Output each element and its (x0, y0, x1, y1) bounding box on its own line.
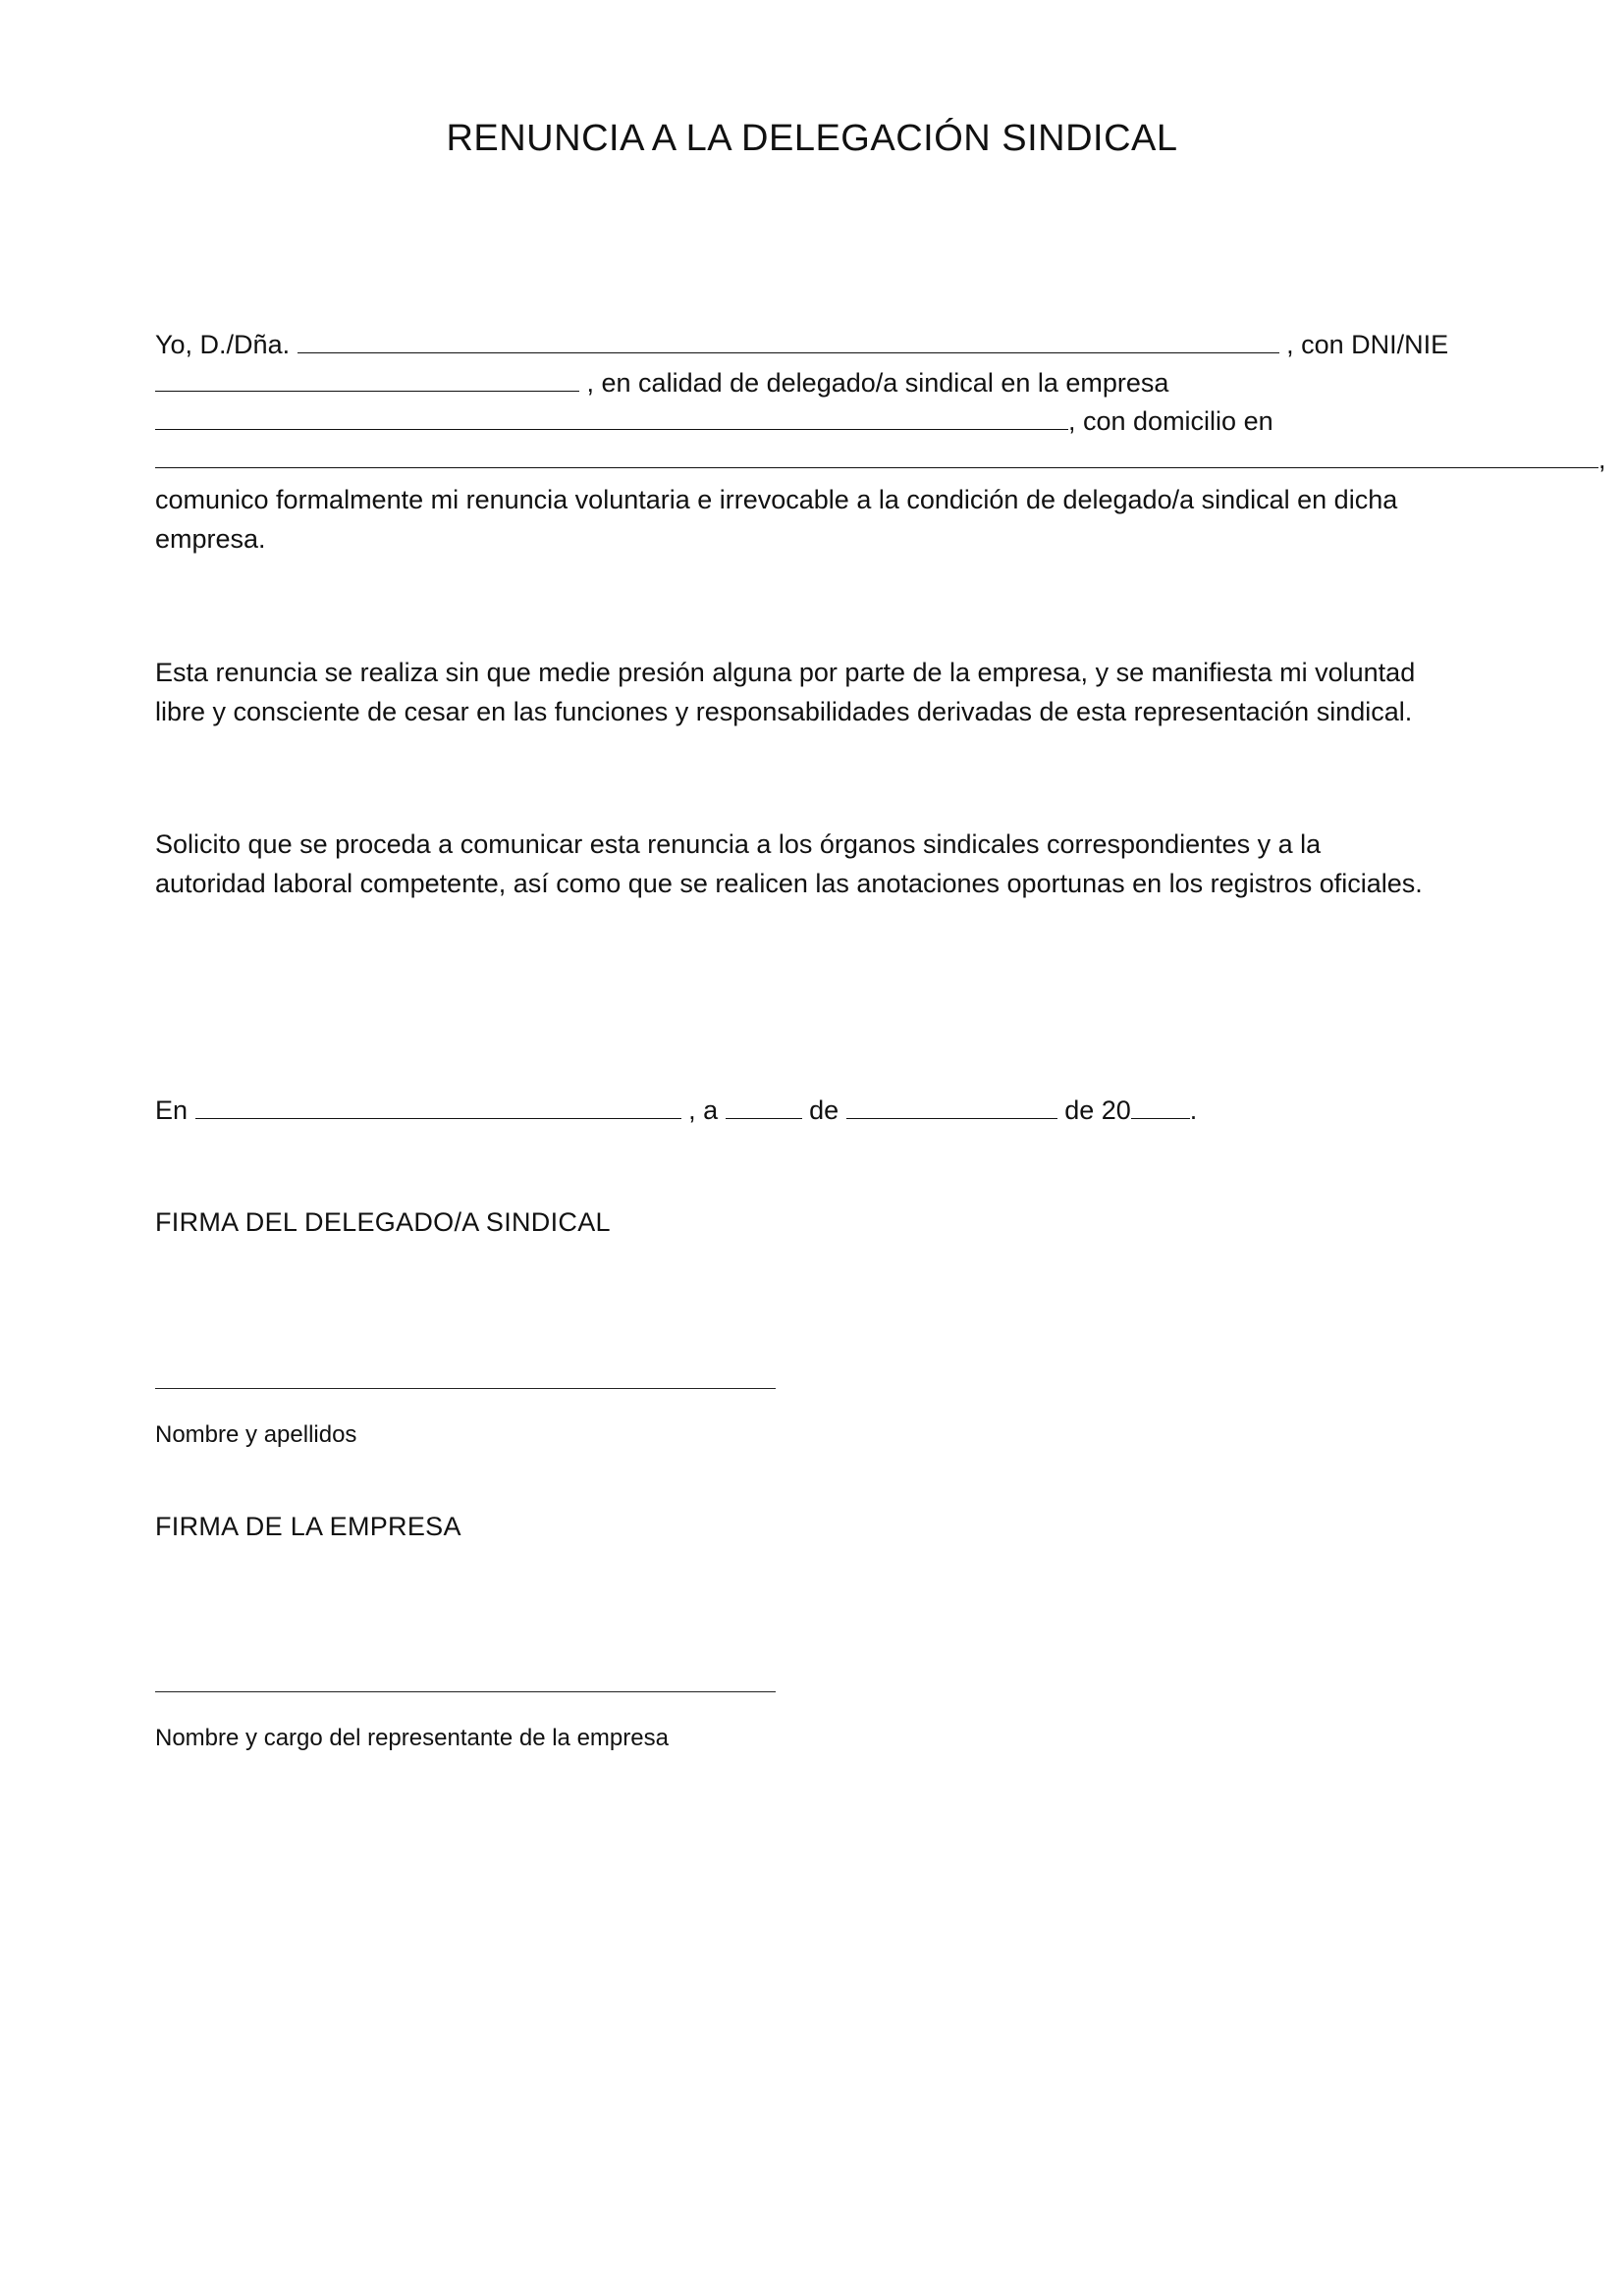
company-signature-line[interactable] (155, 1691, 776, 1692)
day-blank[interactable] (726, 1096, 802, 1119)
intro-dni-label: , con DNI/NIE (1286, 330, 1449, 359)
date-de-label-2: de 20 (1064, 1095, 1131, 1125)
delegate-signature-heading: FIRMA DEL DELEGADO/A SINDICAL (155, 1207, 611, 1237)
delegate-signature-caption: Nombre y apellidos (155, 1421, 357, 1448)
date-de-label-1: de (809, 1095, 839, 1125)
paragraph-2-line-2: libre y consciente de cesar en las funciones y responsabilidades derivadas de esta representación sindical. (155, 697, 1413, 726)
intro-line-4 (155, 441, 1606, 479)
address-blank[interactable] (155, 446, 1598, 468)
name-blank[interactable] (298, 331, 1279, 353)
intro-comma: , (1598, 445, 1606, 474)
year-blank[interactable] (1131, 1096, 1190, 1119)
company-signature-heading: FIRMA DE LA EMPRESA (155, 1512, 461, 1541)
company-blank[interactable] (155, 407, 1068, 430)
intro-company-label: , en calidad de delegado/a sindical en la empresa (586, 368, 1169, 398)
intro-line-1 (155, 326, 1448, 364)
date-line (155, 1092, 1197, 1130)
intro-line-5: comunico formalmente mi renuncia voluntaria e irrevocable a la condición de delegado/a sindical en dicha (155, 485, 1398, 514)
intro-line-2 (155, 364, 1168, 402)
date-end: . (1189, 1095, 1198, 1125)
document-title: RENUNCIA A LA DELEGACIÓN SINDICAL (446, 118, 1178, 159)
place-blank[interactable] (195, 1096, 681, 1119)
date-prefix: En (155, 1095, 189, 1125)
paragraph-2-line-1: Esta renuncia se realiza sin que medie presión alguna por parte de la empresa, y se manifiesta mi voluntad (155, 658, 1416, 687)
intro-prefix: Yo, D./Dña. (155, 330, 291, 359)
dni-blank[interactable] (155, 369, 579, 392)
company-signature-caption: Nombre y cargo del representante de la empresa (155, 1725, 669, 1751)
paragraph-3-line-1: Solicito que se proceda a comunicar esta renuncia a los órganos sindicales correspondientes y a la (155, 829, 1322, 859)
delegate-signature-line[interactable] (155, 1388, 776, 1389)
month-blank[interactable] (846, 1096, 1057, 1119)
intro-line-6: empresa. (155, 524, 266, 554)
paragraph-3-line-2: autoridad laboral competente, así como que se realicen las anotaciones oportunas en los registros oficiales. (155, 869, 1423, 898)
intro-address-label: , con domicilio en (1068, 406, 1273, 436)
date-a-label: , a (688, 1095, 719, 1125)
intro-line-3 (155, 402, 1273, 441)
